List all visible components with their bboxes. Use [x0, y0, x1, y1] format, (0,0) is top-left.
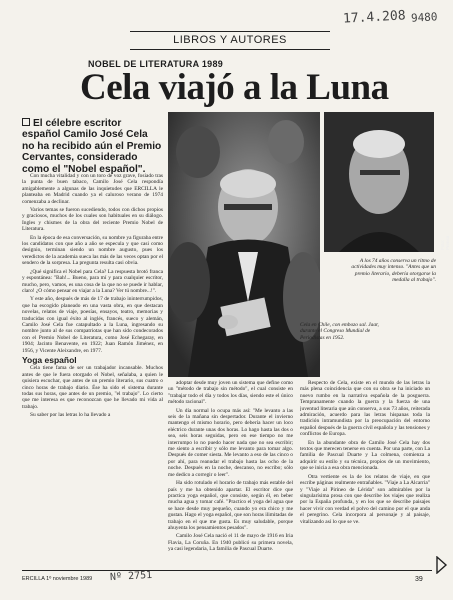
photo-cela-portrait [324, 112, 434, 252]
col1-paragraph: Con mucha vitalidad y con un toro de voz grave, fosiado tras la punta de buen tabaco, Camilo José Cela respondía amigablemente a algunas de las inquietudes que ERCILLA le planteaba en Madrid cuando ya el caluroso verano de 1974 comenzaba a declinar. [22, 173, 163, 205]
section-label: LIBROS Y AUTORES [173, 34, 287, 46]
column-2 [168, 380, 293, 566]
col1b-paragraph: Su saber por las letras lo ha llevado a [30, 412, 111, 419]
col2-paragraph: adoptar desde muy joven un sistema que define como un "método de trabajo sin método", el cual consiste en "trabajar todo el día y todos los días, siendo este el único método racional". [168, 380, 293, 406]
col1-paragraph: Varios temas se fueron sucediendo, todos con dichos propios y graciosos, muchos de los cuales son habituales en su diálogo. Ingles y chismes de la obra del reciente Premio Nobel de Literatura. [22, 207, 163, 233]
col1b-paragraph: Cela tiene fama de ser un trabajador incansable. Muchos antes de que le fuera otorgado el Nobel, señalaba, a quien le quisiera escuchar, que antes de un premio literario, sus cuatro o cinco horas de trabajo diario. Ése ha sido el sistema durante todas sus horas, que antes de un premio, "el trabajo". Lo cierto que me interesa es que reconozcan que he llevado mi vida al trabajo. [22, 365, 163, 410]
col1-paragraph: En la época de esa conversación, su nombre ya figuraba entre los candidatos con que año a año se especula y que casi como designio, terminan siendo un nombre augusto, pues los veredictos de la academia sueca las más de las veces optan por el sendero de la sorpresa. La pregunta resulta casi obvia. [22, 234, 163, 267]
lead-text: El célebre escritor español Camilo José Cela no ha recibido aún el Premio Cervantes, considerado como el "Nobel español". [22, 118, 162, 175]
col3-paragraph: Respecto de Cela, existe en el mundo de las letras la más plena coincidencia que con su obra se ha iniciado un nuevo rumbo en la narrativa española de la posguerra. Tempranamente cuando la guerra y la fuerza de una juventud literaria que aún conserva, a sus 73 años, reiterada admiración, acuerdo para las letras hispanas toda la tradición intramundista por la preocupación del entorno español después de la guerra civil española y las tensiones y conflictos de Europa. [300, 380, 430, 438]
col1-paragraph: Y este año, después de más de 17 de trabajo ininterrumpidos, que ha escogido planeado en una vasta obra, en que destacan novelas, relatos de viaje, poesías, ensayos, teatro, memorias y traducidas con igual éxito al inglés, francés, sueco y alemán, Camilo José Cela fue catapultado a la Luna, ingresando su nombre junto al de sus compatriotas que han sido condecorados con el Premio Nobel de Literatura, como José Echegaray, en 1904; Jacinto Benavente, en 1922; Juan Ramón Jiménez, en 1956, y Vicente Aleixandre, en 1977. [22, 296, 163, 354]
section-rule-top [130, 31, 330, 32]
col2-paragraph: Un día normal lo ocupa más así: "Me levanto a las seis de la mañana sin despertador. Durante el invierno mantengo el mismo horario, pero debería hacer un loco eléctrico durante unas dos horas. Lo hago hasta las dos o sea, seis horas seguidas, pero en ese tiempo no me interrumpo lo no puedo hacer nada que no sea escribir; me siento a escribir y sólo me levanto para tomar algo. Después de comer siesta. Me levanto a eso de las cinco o por ahí, para reanudar el trabajo hasta las ocho de la noche. Después en la noche, descanso, no escribo; sólo me dedico a corregir o leer". [168, 407, 293, 478]
photo-illustration [168, 112, 320, 377]
handwritten-date: 17.4.208 [342, 8, 406, 27]
column-1 [22, 173, 163, 566]
kicker: NOBEL DE LITERATURA 1989 [88, 59, 224, 69]
col1-paragraph: ¿Qué significa el Nobel para Cela? La respuesta brotó franca y espontánea: "Bah!... Bueno, para mí y para cualquier escritor, mucho, pero, vamos, es una cosa de la que no se puede ir hablar, claro! ¿O cómo pensar en viajar a la Luna? Ver tú nombre...!". [22, 268, 163, 294]
footer-rule [22, 570, 432, 571]
caption-right: A los 74 años conserva un ritmo de actividades muy intenso. "Antes que un premio literario, debería otorgarse la medalla al trabajo". [351, 258, 436, 284]
continue-arrow-icon [436, 556, 448, 574]
footer-publication: ERCILLA 1º noviembre 1989 [22, 576, 93, 582]
col3-paragraph: Otra vertiente es la de los relatos de viaje, en que escribe páginas realmente entrañables. "Viaje a La Alcarria" y "Viaje al Pirineo de Lérida" son admirables por la singularísima prosa con que describe los viajes que realiza por la España profunda, y en los que se describe paisajes hacer vivir con verdad el polvo del camino por el que anda el peregrino. Cela incorpora al personaje y al paisaje, vitalizando así lo que se ve. [300, 473, 430, 525]
portrait-illustration [324, 112, 434, 252]
subhead: Yoga español [22, 354, 77, 365]
col2-paragraph: Ha sido rotulado el horario de trabajo más estable del país y me ha obtenido apartar. El escritor dice que practica yoga español, que consiste, según él, en beber mucha agua y tomar café. "Practico el yoga del agua que se hace desde muy pequeño, cuando yo era chico y me gustan. Hago el yoga español, que son horas ilimitadas de trabajo en el que me gusta. Es muy saludable, porque ahuyenta los pensamientos pesados". [168, 480, 293, 531]
lead-paragraph [22, 118, 162, 175]
headline: Cela viajó a la Luna [80, 67, 389, 108]
caption-left: Cela en Chile, con embozo sal. Jaar, durante el Congreso Mundial de Periodistas en 1952. [300, 322, 379, 341]
column-3 [300, 380, 430, 566]
photo-credit: Foto: Prensa [440, 235, 450, 250]
handwritten-number: 9480 [410, 10, 438, 25]
col2-paragraph: Camilo José Cela nació el 11 de mayo de 1916 en Iria Flavia, La Coruña. En 1940 publicó su primera novela, ya casi legendaria, La familia de Pascual Duarte. [168, 533, 293, 553]
lead-box-icon [22, 118, 30, 126]
photo-cela-signing [168, 112, 320, 377]
footer-handwritten: Nº 2751 [109, 569, 153, 584]
col3-paragraph: En la abundante obra de Camilo José Cela hay dos textos que merecen tenerse en cuenta. Por una parte, con La familia de Pascual Duarte y La colmena, comienza a adquirir su estilo y su técnica, propios de un movimiento, que se inicia a esa obra mencionada. [300, 439, 430, 472]
page-number: 39 [415, 576, 423, 583]
section-rule-bottom [130, 49, 330, 50]
